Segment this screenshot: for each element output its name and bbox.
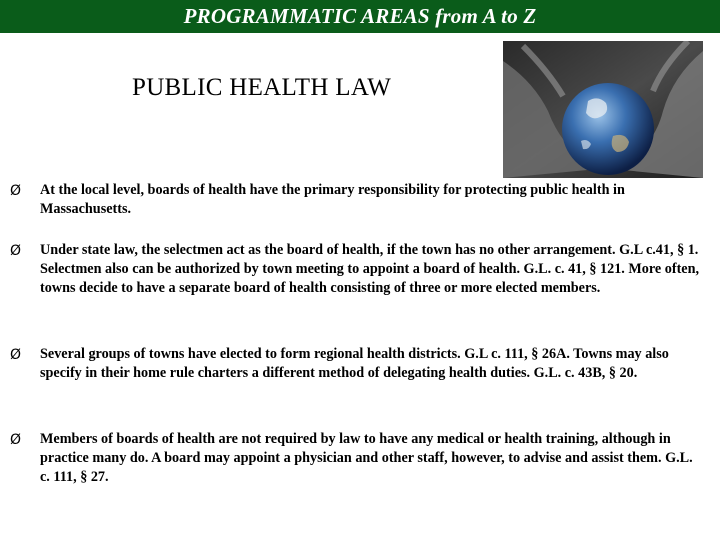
bullet-text: Under state law, the selectmen act as the board of health, if the town has no other arrangement. G.L c.41, § 1. Selectmen also can be authorized by town meeting to appoint a board of health. G.L. c. 41, § 121. More often, towns decide to have a separate board of health consisting of three or more elected members. [40,242,700,296]
banner-title: PROGRAMMATIC AREAS from A to Z [183,4,537,28]
bullet-text: Several groups of towns have elected to form regional health districts. G.L c. 111, § 26A. Towns may also specify in their home rule charters a different method of delegating health duties. G.L. c. 43B, § 20. [40,346,669,381]
arrow-bullet-icon: Ø [10,243,22,259]
arrow-bullet-icon: Ø [10,183,22,199]
slide-title: PUBLIC HEALTH LAW [132,74,392,101]
slide-banner [0,0,720,33]
bullet-text: At the local level, boards of health have the primary responsibility for protecting public health in Massachusetts. [40,182,625,217]
bullet-text: Members of boards of health are not required by law to have any medical or health training, although in practice many do. A board may appoint a physician and other staff, however, to advise and assist them. G.L. c. 111, § 27. [40,431,693,485]
hands-holding-earth-photo [503,41,703,178]
arrow-bullet-icon: Ø [10,432,22,448]
arrow-bullet-icon: Ø [10,347,22,363]
